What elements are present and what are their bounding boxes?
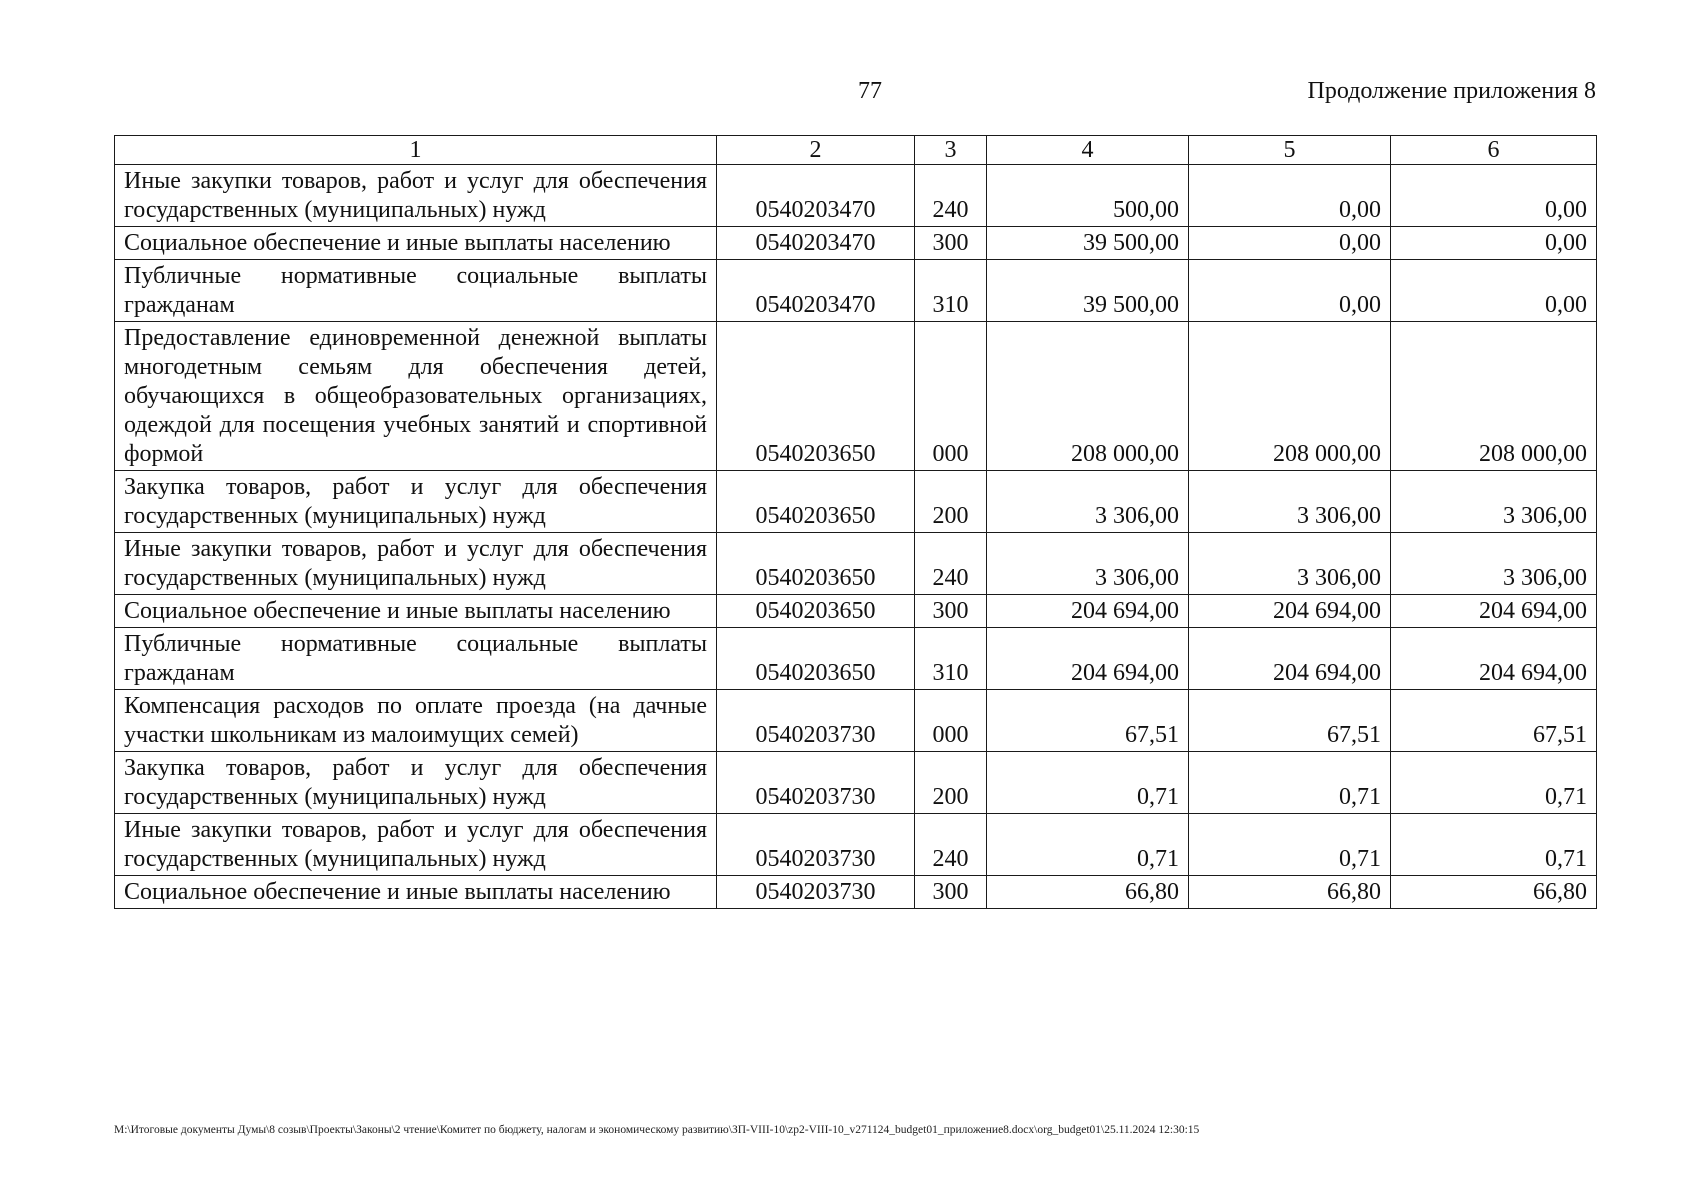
table-row xyxy=(115,227,1597,260)
table-row xyxy=(115,471,1597,533)
target-code-cell: 0540203730 xyxy=(717,876,915,909)
amount-col6-cell: 66,80 xyxy=(1391,876,1597,909)
column-number-row xyxy=(115,136,1597,165)
expense-type-cell: 200 xyxy=(915,752,987,814)
amount-col4-cell: 39 500,00 xyxy=(987,260,1189,322)
expense-type-cell: 240 xyxy=(915,814,987,876)
amount-col4-cell: 3 306,00 xyxy=(987,533,1189,595)
amount-col4-cell: 204 694,00 xyxy=(987,628,1189,690)
amount-col6-cell: 0,00 xyxy=(1391,165,1597,227)
table-row xyxy=(115,628,1597,690)
target-code-cell: 0540203730 xyxy=(717,690,915,752)
expense-name-cell: Социальное обеспечение и иные выплаты населению xyxy=(115,876,717,909)
expense-name-cell: Публичные нормативные социальные выплаты гражданам xyxy=(115,260,717,322)
amount-col5-cell: 0,71 xyxy=(1189,814,1391,876)
expense-type-cell: 310 xyxy=(915,628,987,690)
amount-col4-cell: 500,00 xyxy=(987,165,1189,227)
amount-col4-cell: 208 000,00 xyxy=(987,322,1189,471)
column-header: 6 xyxy=(1391,136,1597,165)
page-number: 77 xyxy=(858,78,882,104)
amount-col6-cell: 67,51 xyxy=(1391,690,1597,752)
amount-col4-cell: 3 306,00 xyxy=(987,471,1189,533)
expense-name-cell: Иные закупки товаров, работ и услуг для обеспечения государственных (муниципальных) нужд xyxy=(115,165,717,227)
column-header: 4 xyxy=(987,136,1189,165)
amount-col6-cell: 0,00 xyxy=(1391,260,1597,322)
target-code-cell: 0540203650 xyxy=(717,533,915,595)
expense-type-cell: 000 xyxy=(915,690,987,752)
target-code-cell: 0540203470 xyxy=(717,260,915,322)
expense-name-cell: Предоставление единовременной денежной выплаты многодетным семьям для обеспечения детей, обучающихся в общеобразовательных организациях, одеждой для посещения учебных занятий и спортивной формой xyxy=(115,322,717,471)
expense-name-cell: Закупка товаров, работ и услуг для обеспечения государственных (муниципальных) нужд xyxy=(115,471,717,533)
expense-type-cell: 300 xyxy=(915,876,987,909)
budget-table xyxy=(114,135,1597,909)
column-header: 1 xyxy=(115,136,717,165)
expense-type-cell: 240 xyxy=(915,533,987,595)
expense-name-cell: Закупка товаров, работ и услуг для обеспечения государственных (муниципальных) нужд xyxy=(115,752,717,814)
expense-name-cell: Иные закупки товаров, работ и услуг для обеспечения государственных (муниципальных) нужд xyxy=(115,814,717,876)
expense-name-cell: Иные закупки товаров, работ и услуг для обеспечения государственных (муниципальных) нужд xyxy=(115,533,717,595)
amount-col4-cell: 67,51 xyxy=(987,690,1189,752)
amount-col6-cell: 208 000,00 xyxy=(1391,322,1597,471)
target-code-cell: 0540203650 xyxy=(717,471,915,533)
amount-col6-cell: 0,71 xyxy=(1391,814,1597,876)
table-row xyxy=(115,165,1597,227)
table-row xyxy=(115,690,1597,752)
target-code-cell: 0540203470 xyxy=(717,165,915,227)
target-code-cell: 0540203730 xyxy=(717,814,915,876)
amount-col4-cell: 66,80 xyxy=(987,876,1189,909)
amount-col5-cell: 0,00 xyxy=(1189,227,1391,260)
expense-name-cell: Социальное обеспечение и иные выплаты населению xyxy=(115,227,717,260)
amount-col5-cell: 67,51 xyxy=(1189,690,1391,752)
table-row xyxy=(115,533,1597,595)
table-row xyxy=(115,322,1597,471)
amount-col6-cell: 204 694,00 xyxy=(1391,595,1597,628)
table-row xyxy=(115,814,1597,876)
amount-col5-cell: 204 694,00 xyxy=(1189,595,1391,628)
continuation-title: Продолжение приложения 8 xyxy=(1307,78,1596,104)
target-code-cell: 0540203730 xyxy=(717,752,915,814)
amount-col6-cell: 0,71 xyxy=(1391,752,1597,814)
expense-type-cell: 000 xyxy=(915,322,987,471)
amount-col6-cell: 3 306,00 xyxy=(1391,533,1597,595)
expense-name-cell: Социальное обеспечение и иные выплаты населению xyxy=(115,595,717,628)
table-row xyxy=(115,595,1597,628)
expense-type-cell: 240 xyxy=(915,165,987,227)
amount-col5-cell: 66,80 xyxy=(1189,876,1391,909)
amount-col5-cell: 204 694,00 xyxy=(1189,628,1391,690)
target-code-cell: 0540203650 xyxy=(717,595,915,628)
amount-col5-cell: 0,00 xyxy=(1189,260,1391,322)
expense-name-cell: Публичные нормативные социальные выплаты гражданам xyxy=(115,628,717,690)
target-code-cell: 0540203470 xyxy=(717,227,915,260)
amount-col5-cell: 208 000,00 xyxy=(1189,322,1391,471)
amount-col5-cell: 0,71 xyxy=(1189,752,1391,814)
amount-col4-cell: 0,71 xyxy=(987,814,1189,876)
expense-type-cell: 200 xyxy=(915,471,987,533)
table-row xyxy=(115,876,1597,909)
table-row xyxy=(115,260,1597,322)
target-code-cell: 0540203650 xyxy=(717,322,915,471)
column-header: 2 xyxy=(717,136,915,165)
target-code-cell: 0540203650 xyxy=(717,628,915,690)
amount-col6-cell: 3 306,00 xyxy=(1391,471,1597,533)
expense-name-cell: Компенсация расходов по оплате проезда (на дачные участки школьникам из малоимущих семей) xyxy=(115,690,717,752)
amount-col6-cell: 0,00 xyxy=(1391,227,1597,260)
amount-col5-cell: 3 306,00 xyxy=(1189,533,1391,595)
footer-file-path: M:\Итоговые документы Думы\8 созыв\Проекты\Законы\2 чтение\Комитет по бюджету, налогам и экономическому развитию\ЗП-VIII-10\zp2-VIII-10_v271124_budget01_приложение8.docx\org_budget01\25.11.2024 12:30:15 xyxy=(114,1124,1200,1136)
amount-col5-cell: 0,00 xyxy=(1189,165,1391,227)
table-row xyxy=(115,752,1597,814)
expense-type-cell: 300 xyxy=(915,595,987,628)
column-header: 3 xyxy=(915,136,987,165)
amount-col4-cell: 0,71 xyxy=(987,752,1189,814)
column-header: 5 xyxy=(1189,136,1391,165)
amount-col5-cell: 3 306,00 xyxy=(1189,471,1391,533)
expense-type-cell: 300 xyxy=(915,227,987,260)
expense-type-cell: 310 xyxy=(915,260,987,322)
amount-col6-cell: 204 694,00 xyxy=(1391,628,1597,690)
amount-col4-cell: 204 694,00 xyxy=(987,595,1189,628)
amount-col4-cell: 39 500,00 xyxy=(987,227,1189,260)
